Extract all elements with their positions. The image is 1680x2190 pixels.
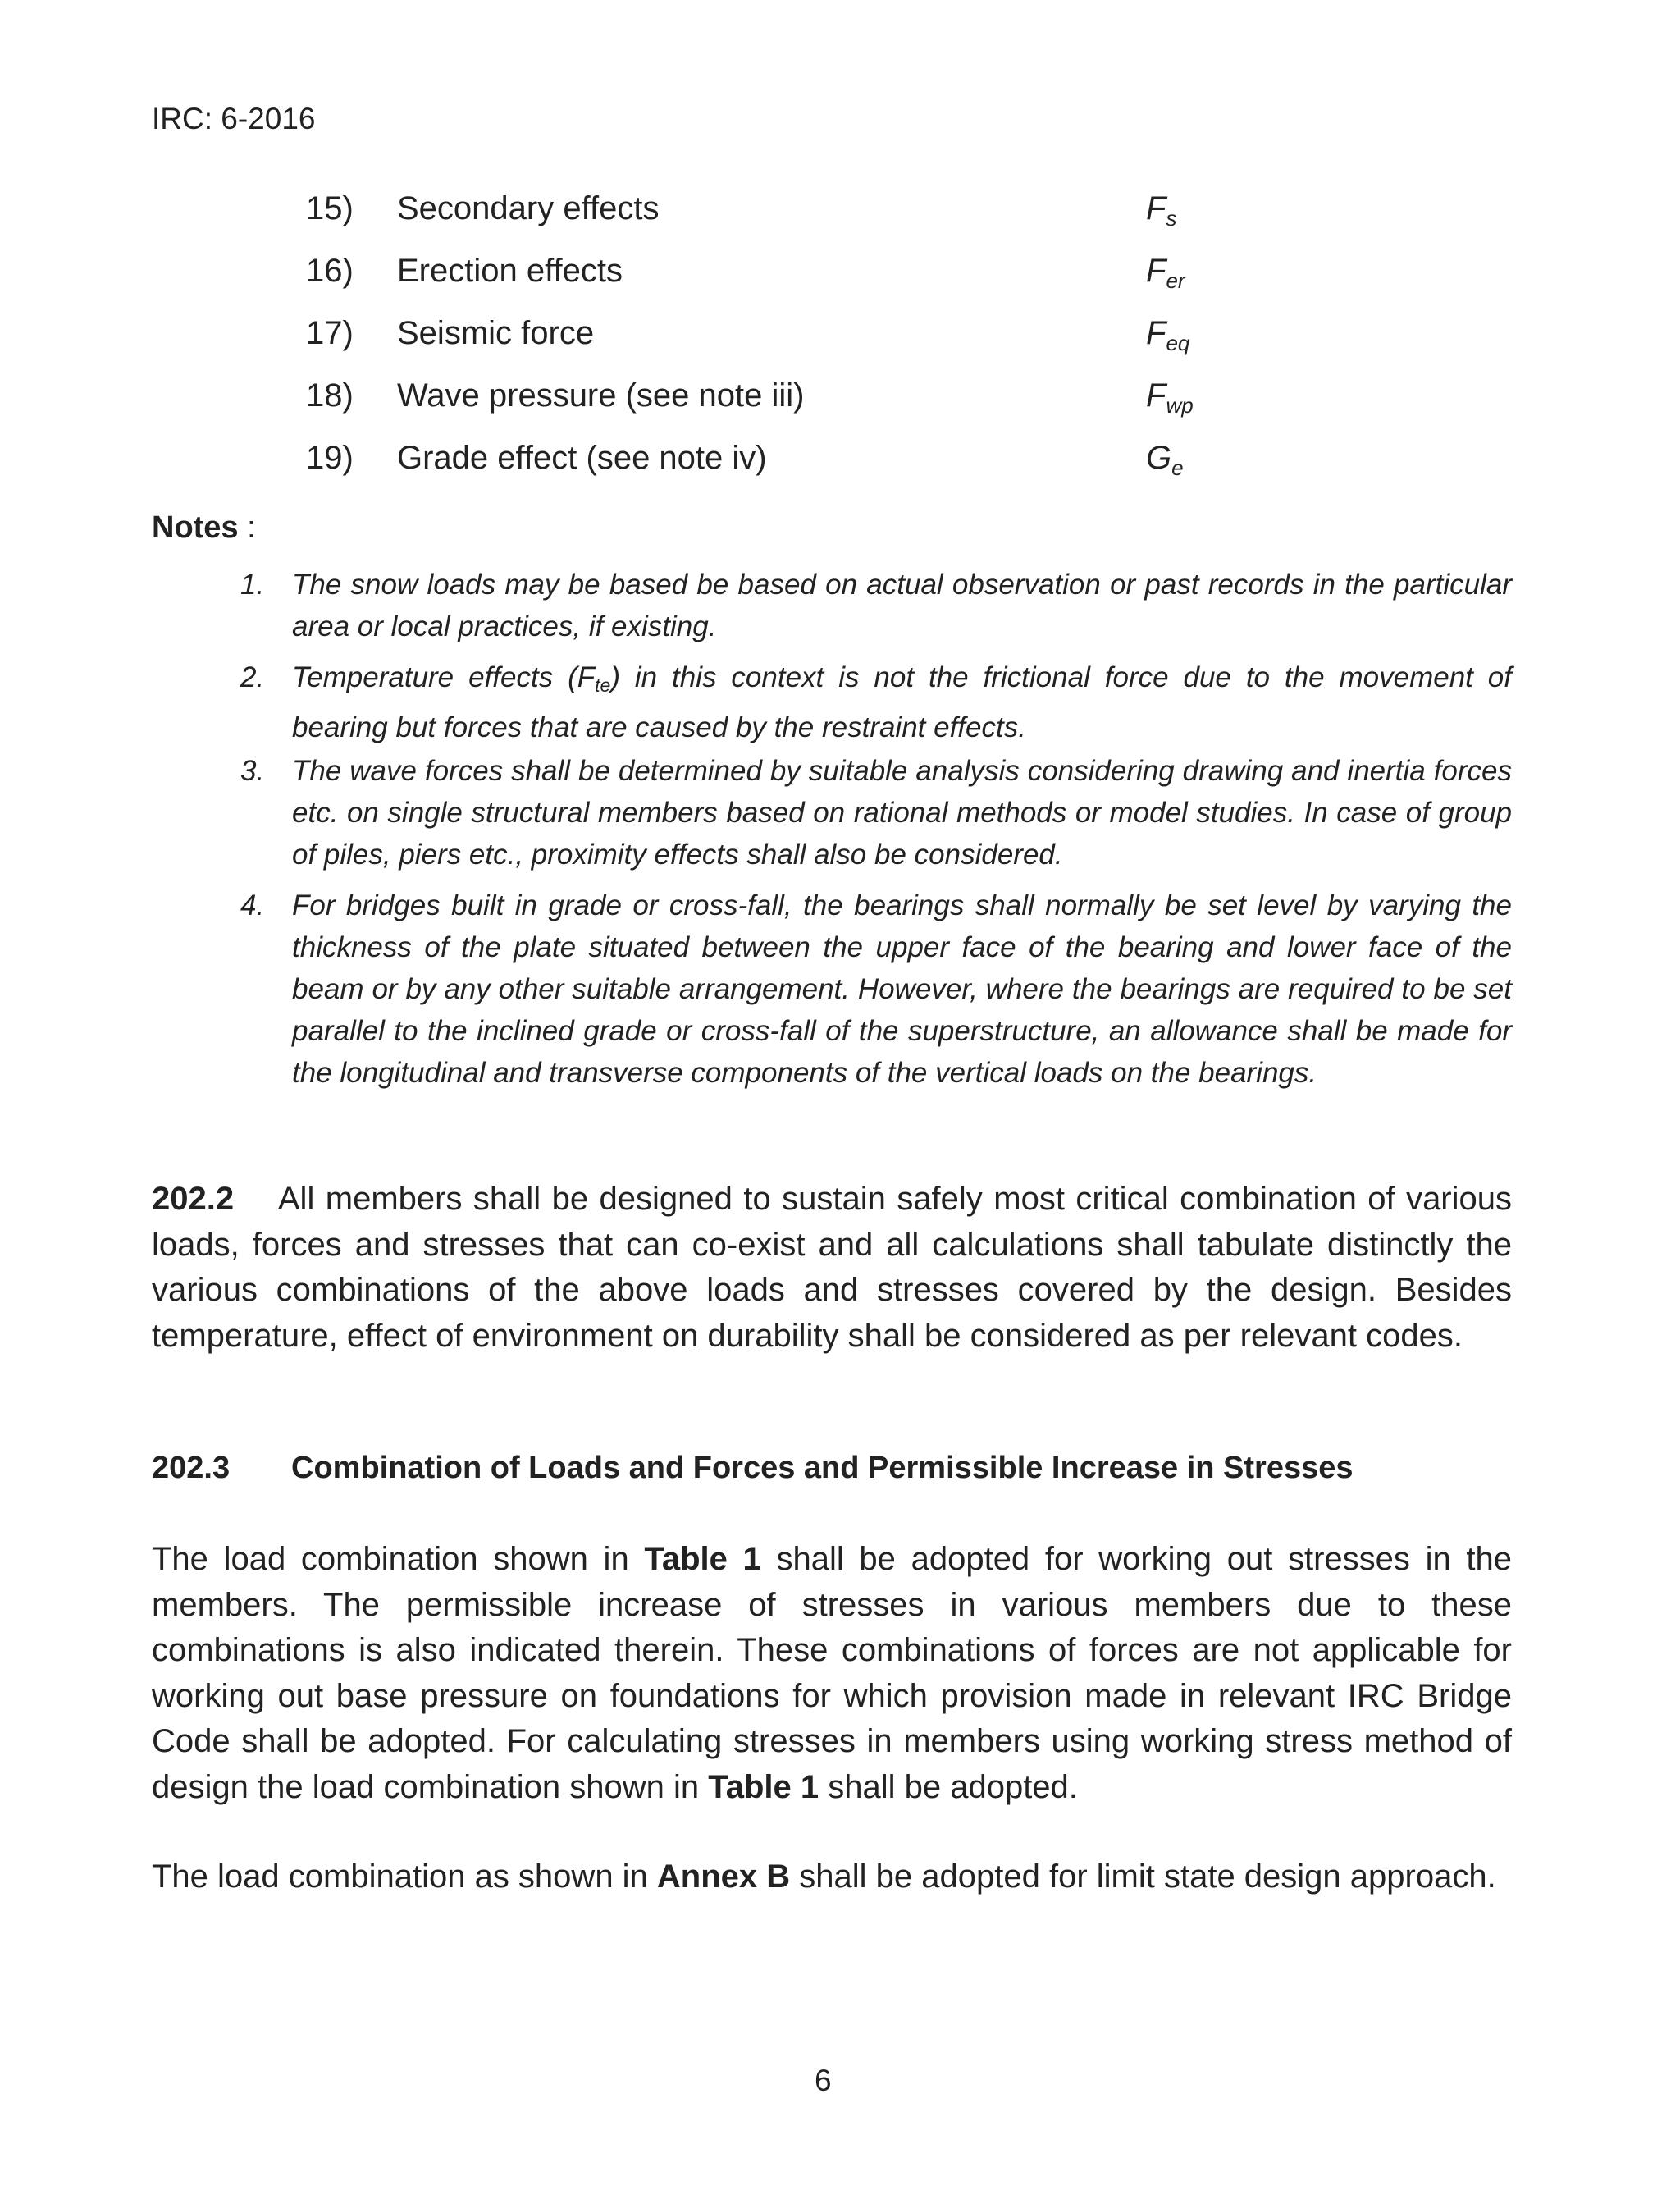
document-header-code: IRC: 6-2016 (152, 102, 316, 135)
note-text: For bridges built in grade or cross-fall, the bearings shall normally be set level by varying the thickness of the plate situated between the upper face of the bearing and lower face of the beam or by any other suitable arrangement. However, where the bearings are required to be set parallel to the inclined grade or cross-fall of the superstructure, an allowance shall be made for the longitudinal and transverse components of the vertical loads on the bearings. (292, 889, 1512, 1089)
item-symbol: $F_{wp}$ (1146, 377, 1194, 418)
item-number: 17) (306, 315, 354, 351)
note-text: The snow loads may be based be based on actual observation or past records in the particular area or local practices, if existing. (292, 569, 1512, 642)
page-number: 6 (815, 2064, 832, 2097)
load-item (0, 190, 1680, 240)
item-number: 16) (306, 253, 354, 289)
load-item (0, 253, 1680, 302)
section-202-3-paragraph-1: The load combination shown in Table 1 shall be adopted for working out stresses in the members. The permissible increase of stresses in various members due to these combinations is also indicated therein. These combinations of forces are not applicable for working out base pressure on foundations for which provision made in relevant IRC Bridge Code shall be adopted. For calculating stresses in members using working stress method of design the load combination shown in Table 1 shall be adopted. (152, 1541, 1513, 1805)
item-label: Erection effects (397, 253, 623, 289)
notes-title: Notes : (152, 510, 256, 545)
note-number: 1. (240, 569, 265, 601)
item-label: Wave pressure (see note iii) (397, 377, 805, 414)
item-label: Seismic force (397, 315, 595, 351)
section-202-3-paragraph-2: The load combination as shown in Annex B shall be adopted for limit state design approach. (152, 1859, 1496, 1895)
item-label: Secondary effects (397, 190, 660, 226)
note-text: Temperature effects $(F_{te})$ in this context is not the frictional force due to the movement of bearing but forces that are caused by the restraint effects. (292, 661, 1512, 743)
note-text: The wave forces shall be determined by suitable analysis considering drawing and inertia forces etc. on single structural members based on rational methods or model studies. In case of group of piles, piers etc., proximity effects shall also be considered. (292, 755, 1512, 871)
item-symbol: $G_e$ (1146, 440, 1184, 480)
note-number: 2. (240, 661, 265, 693)
section-number: 202.3 (152, 1451, 231, 1485)
section-number: 202.2 (152, 1181, 235, 1217)
load-item (0, 440, 1680, 489)
section-title: Combination of Loads and Forces and Permissible Increase in Stresses (291, 1451, 1354, 1485)
note-number: 4. (240, 889, 265, 921)
load-item (0, 377, 1680, 427)
section-202-3-heading (152, 1451, 1354, 1486)
item-number: 19) (306, 440, 354, 476)
item-label: Grade effect (see note iv) (397, 440, 767, 476)
item-symbol: $F_{er}$ (1146, 253, 1185, 293)
item-symbol: $F_{eq}$ (1146, 315, 1190, 355)
item-number: 18) (306, 377, 354, 414)
item-symbol: $F_s$ (1146, 190, 1177, 231)
note-number: 3. (240, 755, 265, 787)
item-number: 15) (306, 190, 354, 226)
section-202-2-paragraph: 202.2 All members shall be designed to sustain safely most critical combination of various loads, forces and stresses that can co-exist and all calculations shall tabulate distinctly the various combinations of the above loads and stresses covered by the design. Besides temperature, effect of environment on durability shall be considered as per relevant codes. (152, 1181, 1513, 1354)
load-item (0, 315, 1680, 364)
